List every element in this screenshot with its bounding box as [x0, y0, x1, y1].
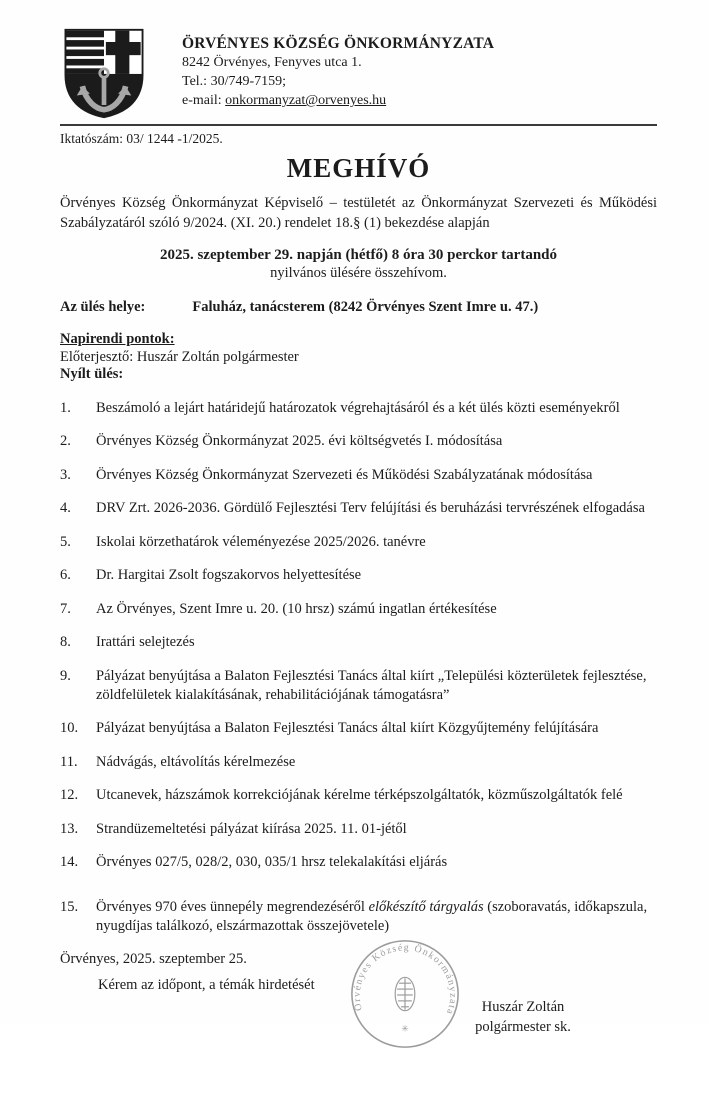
- agenda-item: [60, 719, 657, 738]
- item-text: [96, 898, 657, 936]
- open-session-heading: Nyílt ülés:: [60, 366, 124, 382]
- official-stamp-icon: [346, 935, 464, 1053]
- item-text: Utcanevek, házszámok korrekciójának kérelme térképszolgáltatók, közműszolgáltatók felé: [96, 787, 623, 803]
- item-text: Nádvágás, eltávolítás kérelmezése: [96, 753, 296, 770]
- item-text: Pályázat benyújtása a Balaton Fejlesztési Tanács által kiírt Közgyűjtemény felújítására: [96, 720, 599, 736]
- item-text: Iskolai körzethatárok véleményezése 2025/2026. tanévre: [96, 533, 426, 550]
- agenda-item: [60, 667, 657, 705]
- item-text-italic: előkészítő tárgyalás: [368, 899, 484, 915]
- location-label: Az ülés helye:: [60, 299, 146, 315]
- item-text: Dr. Hargitai Zsolt fogszakorvos helyettesítése: [96, 567, 362, 583]
- item-number: 2.: [60, 433, 71, 449]
- item-text: DRV Zrt. 2026-2036. Gördülő Fejlesztési Terv felújítási és beruházási tervrészének elfogadása: [96, 500, 645, 516]
- email-link[interactable]: onkormanyzat@orvenyes.hu: [225, 93, 387, 108]
- email-label: e-mail:: [182, 93, 226, 108]
- letterhead: [60, 26, 657, 120]
- agenda-list: [60, 399, 657, 937]
- item-number: 4.: [60, 500, 71, 516]
- agenda-item: [60, 820, 657, 839]
- agenda-item: [60, 898, 657, 936]
- item-number: 10.: [60, 720, 79, 736]
- org-email-line: [182, 91, 494, 110]
- item-text: Az Örvényes, Szent Imre u. 20. (10 hrsz) számú ingatlan értékesítése: [96, 600, 497, 617]
- intro-paragraph: Örvényes Község Önkormányzat Képviselő – testületét az Önkormányzat Szervezeti és Működési Szabályzatáról szóló 9/2024. (XI. 20.) rendelet 18.§ (1) bekezdése alapján: [60, 195, 657, 231]
- meeting-type: nyilvános ülésére összehívom.: [270, 265, 447, 281]
- agenda-heading: Napirendi pontok:: [60, 331, 175, 347]
- meeting-location-row: [60, 299, 657, 316]
- location-value: Faluház, tanácsterem (8242 Örvényes Szent Imre u. 47.): [192, 299, 539, 315]
- item-text: Beszámoló a lejárt határidejű határozatok végrehajtásáról és a két ülés közti eseményekről: [96, 399, 620, 416]
- announcement-request: Kérem az időpont, a témák hirdetését: [98, 976, 315, 993]
- signer-title: polgármester sk.: [475, 1018, 571, 1035]
- org-name: ÖRVÉNYES KÖZSÉG ÖNKORMÁNYZATA: [182, 35, 495, 52]
- item-text-pre: Örvényes 970 éves ünnepély megrendezéséről: [96, 899, 369, 915]
- item-text: Strandüzemeltetési pályázat kiírása 2025. 11. 01-jétől: [96, 820, 407, 837]
- presenter-line: Előterjesztő: Huszár Zoltán polgármester: [60, 348, 299, 365]
- item-number: 6.: [60, 567, 71, 583]
- item-text: Pályázat benyújtása a Balaton Fejlesztési Tanács által kiírt „Települési közterületek fejlesztése, zöldfelületek kialakításának, rehabilitációjának támogatásra”: [96, 667, 647, 703]
- item-number: 9.: [60, 667, 71, 684]
- item-number: 14.: [60, 854, 79, 870]
- coat-of-arms-icon: [60, 26, 148, 120]
- item-number: 5.: [60, 533, 71, 550]
- agenda-item: [60, 533, 657, 552]
- item-number: 1.: [60, 399, 71, 416]
- reference-number: Iktatószám: 03/ 1244 -1/2025.: [60, 131, 223, 146]
- item-number: 3.: [60, 466, 71, 483]
- agenda-item: [60, 399, 657, 418]
- closing-date: Örvényes, 2025. szeptember 25.: [60, 950, 247, 967]
- item-number: 8.: [60, 634, 71, 650]
- item-number: 13.: [60, 820, 79, 837]
- letterhead-text: [182, 26, 494, 110]
- agenda-item: [60, 633, 657, 652]
- item-number: 11.: [60, 753, 78, 770]
- org-address: 8242 Örvényes, Fenyves utca 1.: [182, 55, 362, 70]
- item-number: 15.: [60, 899, 79, 915]
- agenda-headings: [60, 331, 657, 384]
- agenda-item: [60, 466, 657, 485]
- item-text: Örvényes 027/5, 028/2, 030, 035/1 hrsz telekalakítási eljárás: [96, 854, 448, 870]
- item-number: 12.: [60, 787, 79, 803]
- item-number: 7.: [60, 600, 71, 617]
- item-text: Örvényes Község Önkormányzat 2025. évi költségvetés I. módosítása: [96, 433, 503, 449]
- agenda-item: [60, 853, 657, 872]
- item-text: Irattári selejtezés: [96, 634, 195, 650]
- agenda-item: [60, 432, 657, 451]
- stamp-text: Örvényes Község Önkormányzata: [351, 941, 459, 1017]
- item-text: Örvényes Község Önkormányzat Szervezeti és Működési Szabályzatának módosítása: [96, 466, 593, 483]
- item-text-post: (szoboravatás, időkapszula, nyugdíjas találkozó, elszármazottak összejövetele): [96, 899, 648, 934]
- org-phone: Tel.: 30/749-7159;: [182, 74, 287, 89]
- signature-block: [448, 997, 598, 1037]
- document-title: MEGHÍVÓ: [286, 153, 431, 183]
- agenda-item: [60, 499, 657, 518]
- signer-name: Huszár Zoltán: [481, 998, 565, 1015]
- agenda-item: [60, 600, 657, 619]
- agenda-item: [60, 753, 657, 772]
- stamp-star-icon: ✳: [401, 1022, 409, 1033]
- meeting-datetime: 2025. szeptember 29. napján (hétfő) 8 óra 30 perckor tartandó: [159, 247, 558, 263]
- closing-section: [60, 941, 657, 1101]
- agenda-item: [60, 786, 657, 805]
- header-divider: [60, 124, 657, 126]
- agenda-item: [60, 566, 657, 585]
